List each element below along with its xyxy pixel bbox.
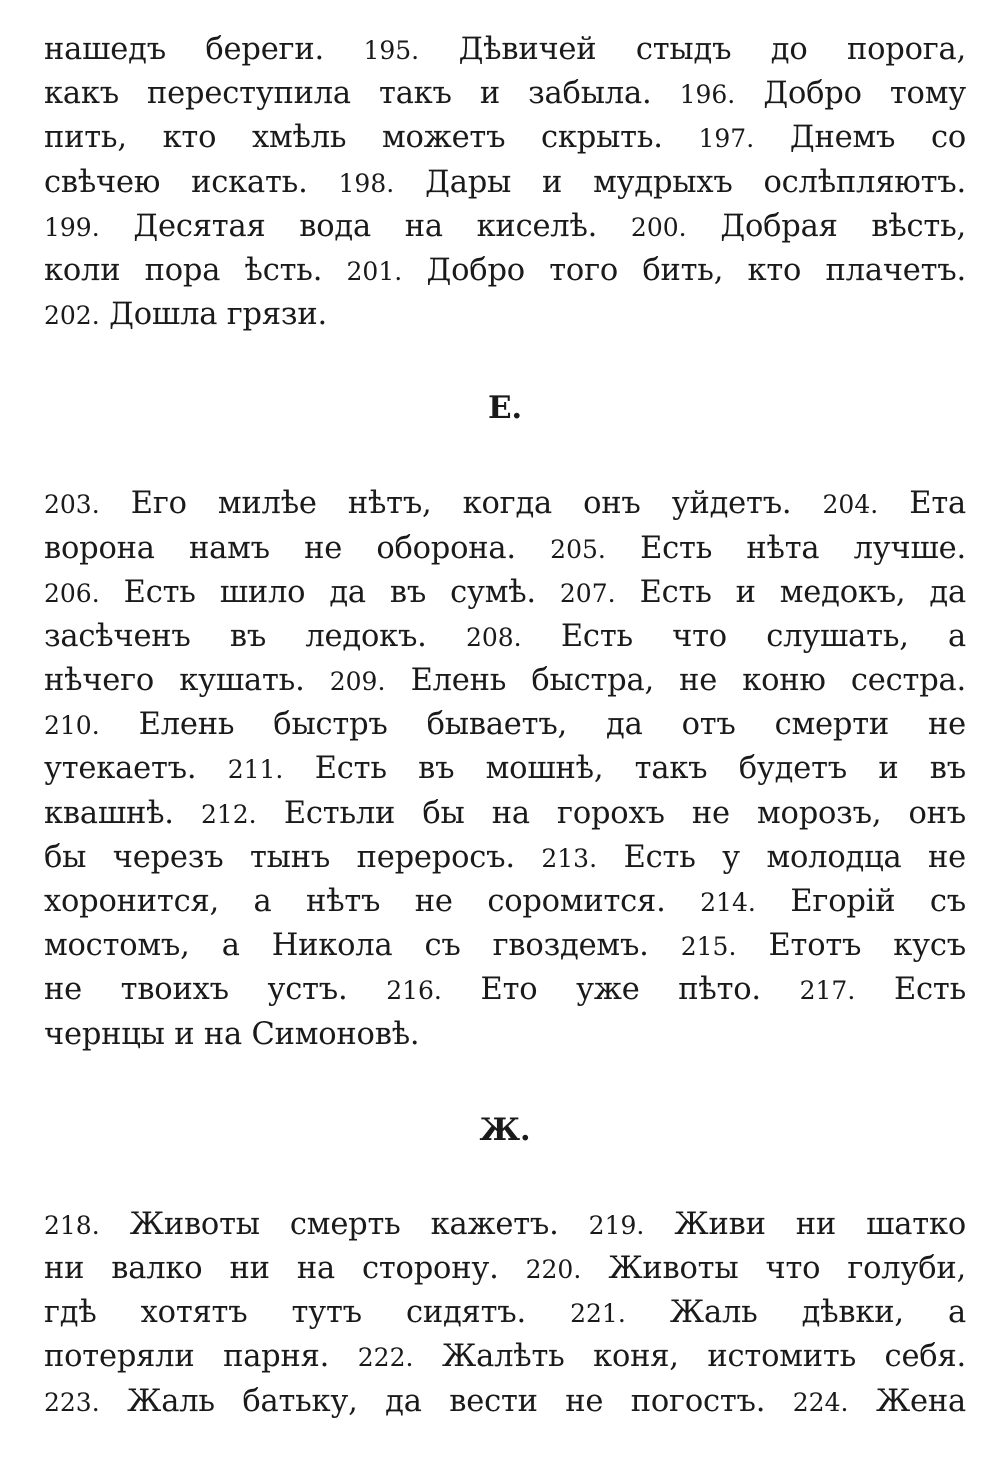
proverb-text: засѣченъ въ ледокъ. [44,618,466,654]
proverb-number: 199. [44,212,100,242]
text-line [44,527,966,571]
proverb-text: коли пора ѣсть. [44,252,347,288]
proverb-text: свѣчею искать. [44,164,339,200]
proverb-text: гдѣ хотятъ тутъ сидятъ. [44,1295,571,1331]
proverb-number: 214. [700,888,756,917]
proverb-number: 210. [44,711,100,741]
proverb-text: Жалѣть коня, истомить себя. [413,1339,966,1375]
proverb-text: Есть шило да въ сумѣ. [99,574,560,610]
text-line [44,1335,966,1379]
proverb-text: ни валко ни на сторону. [44,1250,526,1286]
text-line [44,161,966,205]
proverb-number: 219. [588,1210,645,1240]
text-line [44,659,966,703]
proverb-text: хоронится, а нѣтъ не соромится. [44,884,701,919]
proverb-text: Жена [848,1383,966,1419]
text-line [44,205,966,249]
proverb-text: Дары и мудрыхъ ослѣпляютъ. [394,164,966,200]
proverb-number: 221. [570,1299,626,1329]
proverb-number: 224. [792,1387,849,1417]
text-line [44,1203,966,1247]
text-line [44,747,966,791]
proverb-number: 196. [679,80,736,110]
proverb-number: 200. [630,212,687,242]
proverb-text: Егорій съ [755,884,966,919]
proverb-number: 212. [200,799,257,829]
proverb-number: 217. [799,976,856,1006]
proverb-text: мостомъ, а Никола съ гвоздемъ. [44,928,681,964]
section-heading-e: Е. [487,390,523,427]
proverb-text: Его милѣе нѣтъ, когда онъ уйдетъ. [99,486,823,522]
proverb-number: 216. [386,976,442,1006]
proverb-text: Елень быстръ бываетъ, да отъ смерти не [99,707,966,743]
proverb-text: Етотъ кусъ [736,928,966,964]
proverb-text: Днемъ со [754,120,966,156]
proverb-text: нѣчего кушать. [44,663,330,699]
proverb-number: 204. [822,490,879,520]
section-intro [44,28,966,337]
proverb-number: 222. [357,1343,414,1373]
proverb-text: Живи ни шатко [644,1206,966,1242]
text-line [44,116,966,160]
proverb-text: потеряли парня. [44,1339,358,1375]
proverb-text: Добрая вѣсть, [686,208,966,244]
proverb-text: Ета [878,486,966,522]
text-line [44,1380,966,1424]
proverb-text: Есть у молодца не [597,839,966,875]
proverb-number: 207. [559,578,616,608]
proverb-text: чернцы и на Симоновѣ. [44,1016,420,1052]
proverb-text: Животы что голуби, [581,1250,966,1286]
text-line [44,836,966,880]
proverb-text: Есть что слушать, а [521,618,966,654]
proverb-text: Есть и медокъ, да [615,574,966,610]
section-zh [44,1203,966,1424]
text-line [44,1013,966,1057]
section-e [44,482,966,1056]
proverb-number: 197. [698,124,755,154]
proverb-number: 203. [44,490,100,520]
section-heading-zh: Ж. [479,1111,531,1148]
proverb-text: Десятая вода на киселѣ. [99,208,631,244]
page-text [44,28,966,1424]
text-line [44,1247,966,1291]
proverb-number: 220. [525,1254,582,1284]
proverb-text: ворона намъ не оборона. [44,530,551,566]
proverb-text: бы черезъ тынъ переросъ. [44,839,542,875]
proverb-text: Елень быстра, не коню сестра. [385,663,966,699]
proverb-text: Есть въ мошнѣ, такъ будетъ и въ [283,751,966,787]
proverb-number: 205. [550,534,606,564]
text-line [44,1291,966,1335]
text-line [44,571,966,615]
proverb-text: Дѣвичей стыдъ до порога, [419,32,966,67]
proverb-text: утекаетъ. [44,751,228,787]
proverb-text: Ето уже пѣто. [441,972,800,1008]
proverb-text: не твоихъ устъ. [44,972,387,1008]
proverb-text: Жаль батьку, да вести не погостъ. [99,1383,793,1419]
text-line [44,792,966,836]
proverb-number: 209. [329,667,386,697]
proverb-text: Есть [855,972,966,1008]
text-line [44,615,966,659]
proverb-text: пить, кто хмѣль можетъ скрыть. [44,120,699,156]
proverb-number: 198. [338,168,395,198]
text-line [44,924,966,968]
text-line [44,28,966,72]
text-line [44,293,966,337]
text-line [44,72,966,116]
proverb-text: Жаль дѣвки, а [625,1295,966,1331]
proverb-text: Животы смерть кажетъ. [99,1206,589,1242]
text-line [44,249,966,293]
proverb-number: 213. [541,843,598,873]
proverb-text: нашедъ береги. [44,32,364,67]
proverb-number: 195. [363,36,420,65]
proverb-number: 206. [44,578,100,608]
proverb-number: 208. [465,622,522,652]
proverb-text: Добро того бить, кто плачетъ. [402,252,966,288]
proverb-text: Дошла грязи. [99,297,327,333]
proverb-number: 223. [44,1387,100,1417]
text-line [44,482,966,526]
proverb-text: Естьли бы на горохъ не морозъ, онъ [256,795,966,831]
proverb-text: Есть нѣта лучше. [605,530,966,566]
proverb-number: 218. [44,1210,100,1240]
proverb-number: 202. [44,301,100,331]
proverb-text: квашнѣ. [44,795,201,831]
proverb-text: какъ переступила такъ и забыла. [44,76,680,112]
proverb-text: Добро тому [735,76,966,112]
text-line [44,703,966,747]
text-line [44,968,966,1012]
proverb-number: 215. [680,932,737,962]
proverb-number: 201. [346,256,403,286]
text-line [44,880,966,924]
proverb-number: 211. [227,755,284,785]
